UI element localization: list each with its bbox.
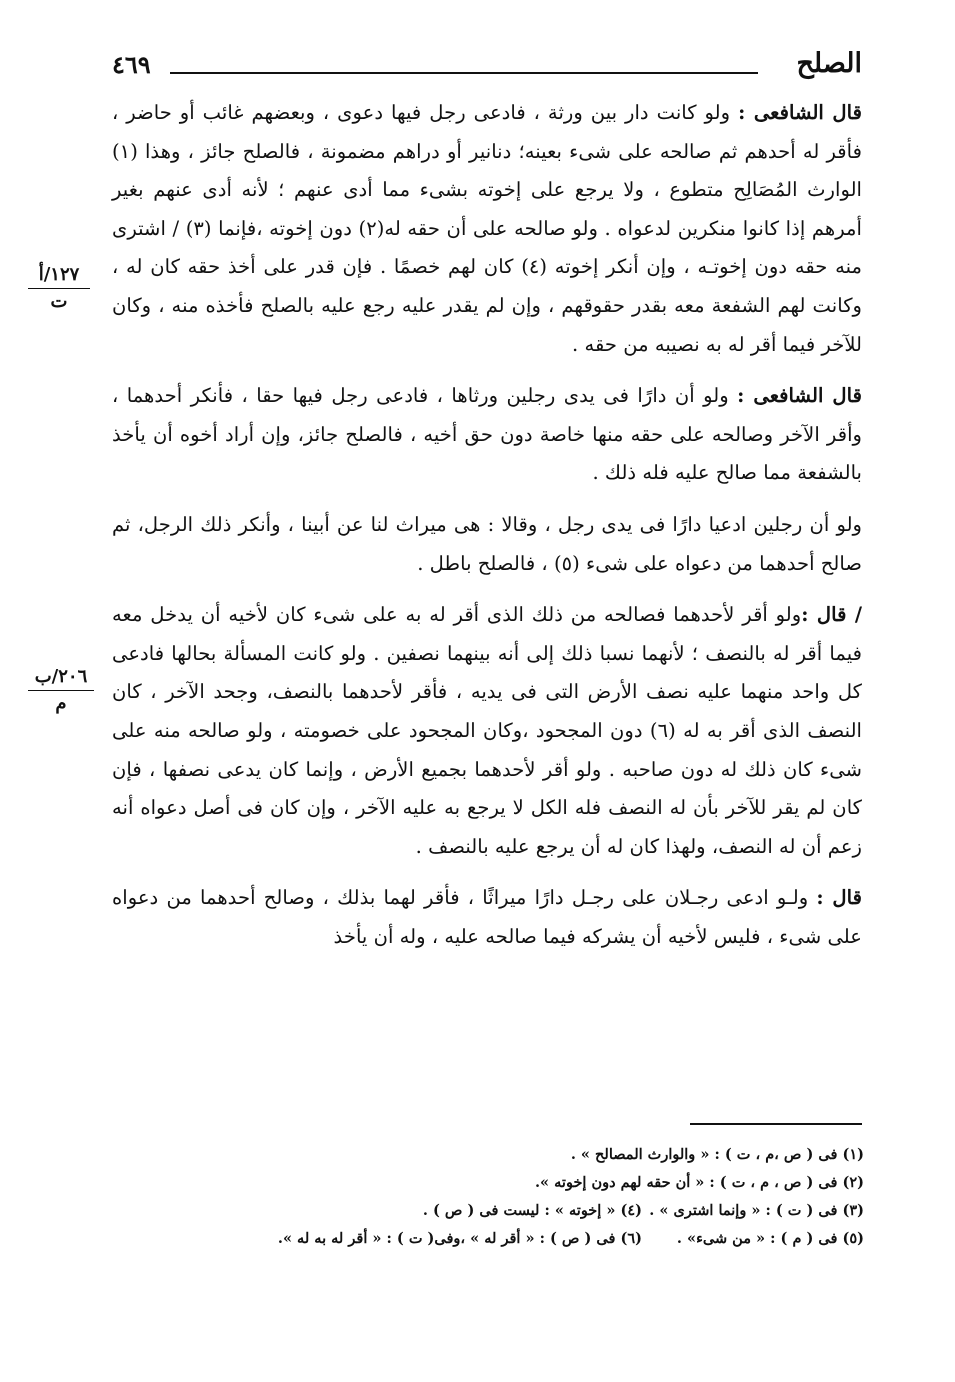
chapter-title: الصلح bbox=[796, 48, 862, 79]
paragraph bbox=[112, 879, 862, 956]
page-header bbox=[112, 48, 862, 88]
margin-note-manuscript: م bbox=[55, 693, 67, 714]
page-number: ٤٦٩ bbox=[112, 50, 151, 79]
footnote: (١) فى ( ص ،م ، ت ) : « والوارث المصالح » . bbox=[570, 1146, 864, 1163]
paragraph-text: ولو كانت دار بين ورثة ، فادعى رجل فيها دعوى ، وبعضهم غائب أو حاضر ، فأقر له أحدهم ثم صالحه على شىء بعينه؛ دنانير أو دراهم مضمونة ، فالصلح جائز ، وهذا (١) الوارث المُصَالِح متطوع ، ولا يرجع على إخوته بشىء مما أدى عنهم ؛ لأنه أدى عنهم بغير أمرهم إذا كانوا منكرين لدعواه . ولو صالحه على أن حقه له(٢) دون إخوته ،فإنما (٣) / اشترى منه حقه دون إخوتـه ، وإن أنكر إخوته (٤) كان لهم خصمًا . فإن قدر على أخذ حقه كان له ، وكانت لهم الشفعة معه بقدر حقوقهم ، وإن لم يقدر عليه رجع عليه بالصلح فأخذه منه ، وكان للآخر فيما أقر له به نصيبه من حقه . bbox=[112, 101, 862, 356]
main-text bbox=[112, 94, 862, 956]
paragraph-lead: قال الشافعى : bbox=[737, 384, 863, 408]
paragraph bbox=[112, 596, 862, 866]
paragraph-lead: / قال : bbox=[801, 603, 862, 627]
margin-note-manuscript: ت bbox=[50, 291, 68, 312]
footnote: (٥) فى ( م ) : « من شىء» . bbox=[676, 1230, 864, 1247]
paragraph-text: ولـو ادعى رجـلان على رجـل دارًا ميراثًا ، فأقر لهما بذلك ، وصالح أحدهما من دعواه على شىء ، فليس لأخيه أن يشركه فيما صالحه عليه ، وله أن يأخذ bbox=[112, 886, 862, 948]
paragraph-lead: قال : bbox=[816, 886, 862, 910]
header-rule bbox=[170, 72, 758, 74]
margin-note bbox=[28, 664, 94, 717]
footnote: (٣) فى ( ت ) : « وإنما اشترى » . bbox=[649, 1202, 864, 1219]
paragraph-text: ولو أقر لأحدهما فصالحه من ذلك الذى أقر له به على شىء كان لأخيه أن يدخل معه فيما أقر له بالنصف ؛ لأنهما نسبا ذلك إلى أنه بينهما نصفين . ولو كانت المسألة بحالها فادعى كل واحد منهما عليه نصف الأرض التى فى يديه ، فأقر لأحدهما بالنصف، وجحد الآخر ، كان النصف الذى أقر به له (٦) دون المجحود ،وكان المجحود على خصومته ، ولو صالحه منه على شىء كان ذلك له دون صاحبه . ولو أقر لأحدهما بجميع الأرض ، وإنما كان يدعى نصفها ، فإن كان لم يقر للآخر بأن له النصف فله الكل لا يرجع به عليه الآخر ، وإن كان فى أصل دعواه أنه زعم أن له النصف، ولهذا كان له أن يرجع عليه بالنصف . bbox=[112, 603, 862, 858]
footnote-row bbox=[112, 1197, 864, 1225]
paragraph-text: ولو أن دارًا فى يدى رجلين ورثاها ، فادعى رجل فيها حقا ، فأنكر أحدهما ، وأقر الآخر وصالحه على حقه منها خاصة دون حق أخيه ، فالصلح جائز، وإن أراد أخوه أن يأخذ بالشفعة مما صالح عليه فله ذلك . bbox=[112, 384, 862, 485]
footnote-row bbox=[112, 1225, 864, 1253]
paragraph bbox=[112, 94, 862, 364]
paragraph bbox=[112, 377, 862, 493]
margin-note bbox=[28, 262, 90, 315]
paragraph-lead: قال الشافعى : bbox=[738, 101, 862, 124]
footnote-rule bbox=[690, 1123, 862, 1125]
margin-note-folio: ١٢٧/أ bbox=[28, 262, 90, 289]
footnote: (٤) « إخوته » : ليست فى ( ص ) . bbox=[422, 1202, 642, 1219]
paragraph bbox=[112, 506, 862, 583]
paragraph-text: ولو أن رجلين ادعيا دارًا فى يدى رجل ، وقالا : هى ميراث لنا عن أبينا ، وأنكر ذلك الرجل، ثم صالح أحدهما من دعواه على شىء (٥) ، فالصلح باطل . bbox=[112, 512, 862, 575]
margin-note-folio: ٢٠٦/ب bbox=[28, 664, 94, 691]
footnote: (٢) فى ( ص ، م ، ت ) : « أن حقه لهم دون إخوته ». bbox=[535, 1174, 864, 1191]
footnotes bbox=[112, 1141, 864, 1253]
footnote: (٦) فى ( ص ) : « أقر له » ،وفى( ت ) : « أقر له به له ». bbox=[277, 1230, 642, 1247]
